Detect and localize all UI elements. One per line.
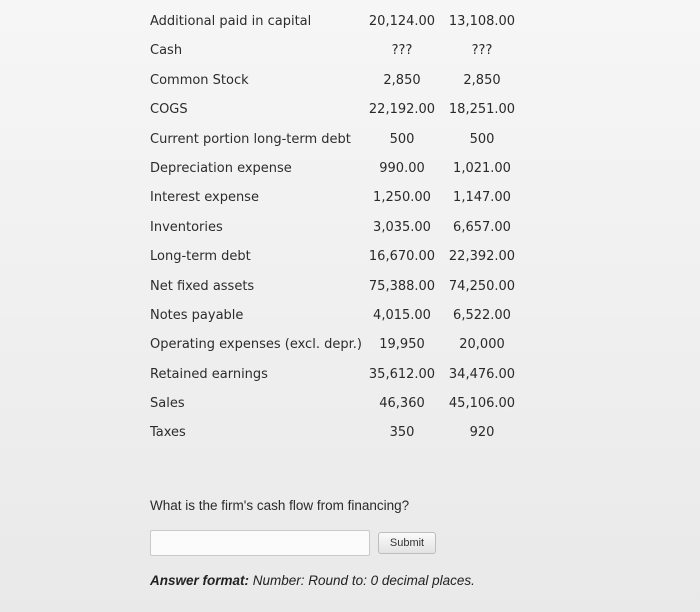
table-row (0, 124, 700, 153)
answer-format-prefix: Answer format: (150, 573, 250, 588)
table-row (0, 300, 700, 329)
row-value-year2: 13,108.00 (448, 14, 516, 29)
row-label: Depreciation expense (150, 160, 292, 176)
row-value-year2: 2,850 (463, 72, 501, 88)
row-value-year1: 500 (389, 131, 415, 147)
row-value-year1: ??? (391, 43, 413, 59)
row-label: Taxes (150, 425, 186, 441)
table-row (0, 359, 700, 388)
row-value-year2: 1,147.00 (453, 190, 511, 206)
table-row (0, 329, 700, 358)
table-row (0, 65, 700, 94)
table-row (0, 241, 700, 270)
row-value-year2: ??? (471, 43, 493, 59)
row-value-year1: 4,015.00 (373, 307, 431, 323)
row-value-year1: 35,612.00 (368, 366, 436, 382)
row-value-year1: 22,192.00 (368, 102, 436, 118)
table-row (0, 6, 700, 35)
table-row (0, 212, 700, 241)
row-value-year2: 18,251.00 (448, 102, 516, 118)
financial-data-table (0, 6, 700, 447)
row-label: Interest expense (150, 190, 259, 206)
table-row (0, 35, 700, 64)
row-value-year2: 500 (469, 131, 495, 147)
row-value-year1: 16,670.00 (368, 249, 436, 265)
table-row (0, 182, 700, 211)
row-label: Retained earnings (150, 366, 268, 382)
row-label: Long-term debt (150, 249, 251, 265)
row-value-year2: 6,657.00 (453, 219, 511, 235)
row-value-year1: 1,250.00 (373, 190, 431, 206)
answer-input[interactable] (150, 530, 370, 556)
row-label: Notes payable (150, 307, 244, 323)
row-label: Inventories (150, 219, 223, 235)
row-value-year1: 990.00 (379, 160, 425, 176)
row-label: Operating expenses (excl. depr.) (150, 337, 362, 353)
table-row (0, 271, 700, 300)
row-value-year1: 2,850 (383, 72, 421, 88)
row-value-year2: 22,392.00 (448, 249, 516, 265)
row-value-year2: 6,522.00 (453, 307, 511, 323)
answer-format (150, 573, 475, 588)
row-value-year2: 74,250.00 (448, 278, 516, 294)
row-label: COGS (150, 102, 188, 118)
row-label: Cash (150, 43, 183, 59)
row-label: Net fixed assets (150, 278, 255, 294)
row-value-year1: 3,035.00 (373, 219, 431, 235)
row-value-year1: 46,360 (379, 396, 425, 412)
row-value-year1: 75,388.00 (368, 278, 436, 294)
row-value-year2: 45,106.00 (448, 396, 516, 412)
row-label: Additional paid in capital (150, 14, 312, 29)
row-value-year1: 19,950 (379, 337, 425, 353)
table-row (0, 153, 700, 182)
answer-format-text: Number: Round to: 0 decimal places. (249, 573, 475, 588)
question-text: What is the firm's cash flow from financing? (150, 498, 410, 513)
row-value-year2: 20,000 (459, 337, 505, 353)
row-value-year1: 20,124.00 (368, 14, 436, 29)
row-value-year1: 350 (389, 425, 415, 441)
table-row (0, 417, 700, 446)
row-label: Current portion long-term debt (150, 131, 351, 147)
row-value-year2: 920 (469, 425, 495, 441)
submit-button[interactable]: Submit (378, 532, 436, 554)
row-label: Common Stock (150, 72, 249, 88)
table-row (0, 94, 700, 123)
row-value-year2: 34,476.00 (448, 366, 516, 382)
row-label: Sales (150, 396, 185, 412)
row-value-year2: 1,021.00 (453, 160, 511, 176)
table-row (0, 388, 700, 417)
